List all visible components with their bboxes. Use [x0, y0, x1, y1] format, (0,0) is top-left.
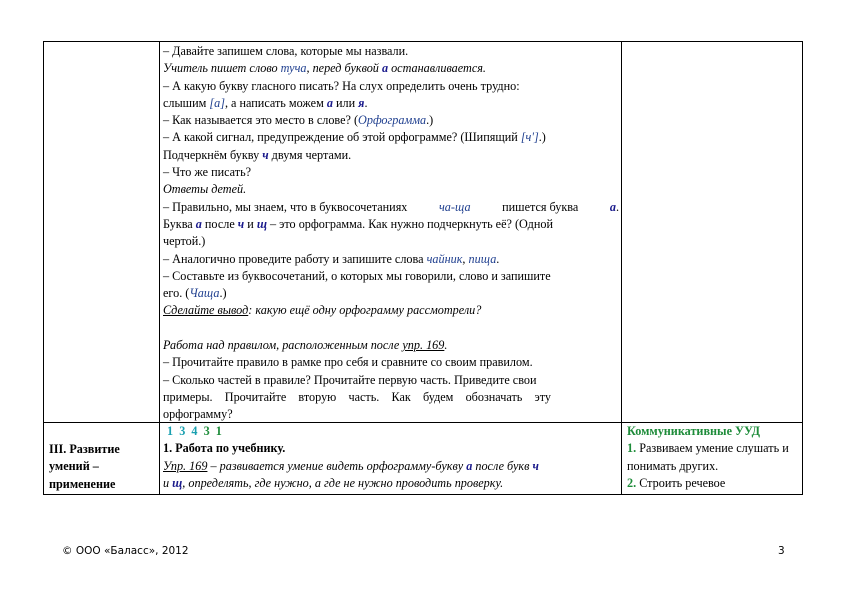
text-line: примеры. Прочитайте вторую часть. Как будем обозначать эту [163, 389, 552, 404]
text-line: – Давайте запишем слова, которые мы назвали. [163, 44, 409, 58]
text-line: Буква а после ч и щ – это орфограмма. Как нужно подчеркнуть её? (Одной [163, 216, 553, 231]
text-line: Сделайте вывод: какую ещё одну орфограмму рассмотрели? [163, 303, 482, 318]
text-line: Учитель пишет слово туча, перед буквой а останавливается. [163, 61, 486, 76]
uud-title: Коммуникативные УУД [627, 424, 761, 438]
lesson-table [43, 41, 803, 495]
text-line: – Как называется это место в слове? (Орфограмма.) [163, 113, 434, 128]
text-line: – Что же писать? [163, 165, 252, 180]
uud-item-2: 2. Строить речевое [627, 475, 726, 490]
text-line: Подчеркнём букву ч двумя чертами. [163, 147, 352, 162]
text-line: слышим [а], а написать можем а или я. [163, 95, 368, 110]
text-line: Работа над правилом, расположенным после упр. 169. [163, 338, 448, 353]
uud-item-1-cont: понимать других. [627, 458, 719, 473]
text-line: – А какой сигнал, предупреждение об этой орфограмме? (Шипящий [ч'].) [163, 130, 546, 145]
text-line [163, 320, 619, 337]
task-title: 1. Работа по учебнику. [163, 441, 286, 456]
column-divider-1 [159, 42, 160, 494]
text-line: Ответы детей. [163, 182, 247, 197]
uud-column [627, 423, 803, 492]
exercise-line: Упр. 169 – развивается умение видеть орфограмму-букву а после букв ч [163, 458, 539, 473]
text-line: чертой.) [163, 234, 206, 249]
page-number: 3 [778, 545, 785, 557]
column-divider-2 [621, 42, 622, 494]
text-line: – А какую букву гласного писать? На слух определить очень трудно: [163, 78, 520, 93]
lesson-dialogue [163, 43, 619, 424]
footer-copyright: © ООО «Баласс», 2012 [62, 545, 189, 557]
text-line: его. (Чаща.) [163, 286, 227, 301]
uud-item-1: 1. Развиваем умение слушать и [627, 441, 789, 456]
section-label: III. Развитие умений – применение [49, 442, 120, 491]
text-line: – Сколько частей в правиле? Прочитайте первую часть. Приведите свои [163, 372, 537, 387]
exercise-line: и щ, определять, где нужно, а где не нужно проводить проверку. [163, 475, 504, 490]
text-line: – Прочитайте правило в рамке про себя и сравните со своим правилом. [163, 355, 533, 370]
text-line: – Правильно, мы знаем, что в буквосочетаниях ча-ща пишется буква а. [163, 199, 619, 214]
number-markers: 1 3 4 3 1 [167, 424, 222, 438]
text-line: орфограмму? [163, 407, 233, 422]
text-line: – Составьте из буквосочетаний, о которых мы говорили, слово и запишите [163, 268, 551, 283]
text-line: – Аналогично проведите работу и запишите слова чайник, пища. [163, 251, 500, 266]
section-content [163, 423, 619, 492]
